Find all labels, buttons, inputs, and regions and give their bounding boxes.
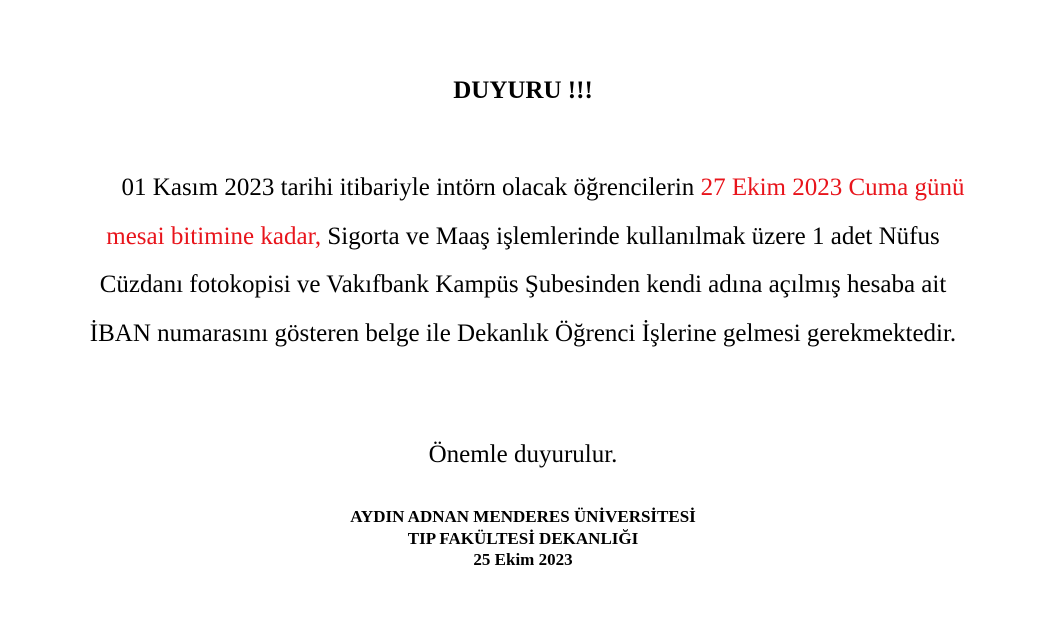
notice-closing: Önemle duyurulur.: [428, 441, 618, 468]
notice-deadline: 27 Ekim 2023 Cuma günü mesai bitimine kadar,: [106, 174, 965, 250]
notice-body-details: Sigorta ve Maaş işlemlerinde kullanılmak üzere 1 adet Nüfus Cüzdanı fotokopisi ve Vakıfbank Kampüs Şubesinden kendi adına açılmış hesaba ait İBAN numarasını gösteren belge ile Dekanlık Öğrenci İşlerine gelmesi gerekmektedir.: [89, 222, 957, 347]
notice-body-intro: 01 Kasım 2023 tarihi itibariyle intörn olacak öğrencilerin: [121, 174, 701, 201]
signature-university: AYDIN ADNAN MENDERES ÜNİVERSİTESİ: [350, 507, 696, 526]
signature-date: 25 Ekim 2023: [473, 550, 573, 569]
signature-faculty: TIP FAKÜLTESİ DEKANLIĞI: [407, 528, 639, 548]
signature-block: [0, 506, 1046, 571]
notice-body: [72, 164, 974, 358]
notice-title: DUYURU !!!: [453, 77, 593, 104]
